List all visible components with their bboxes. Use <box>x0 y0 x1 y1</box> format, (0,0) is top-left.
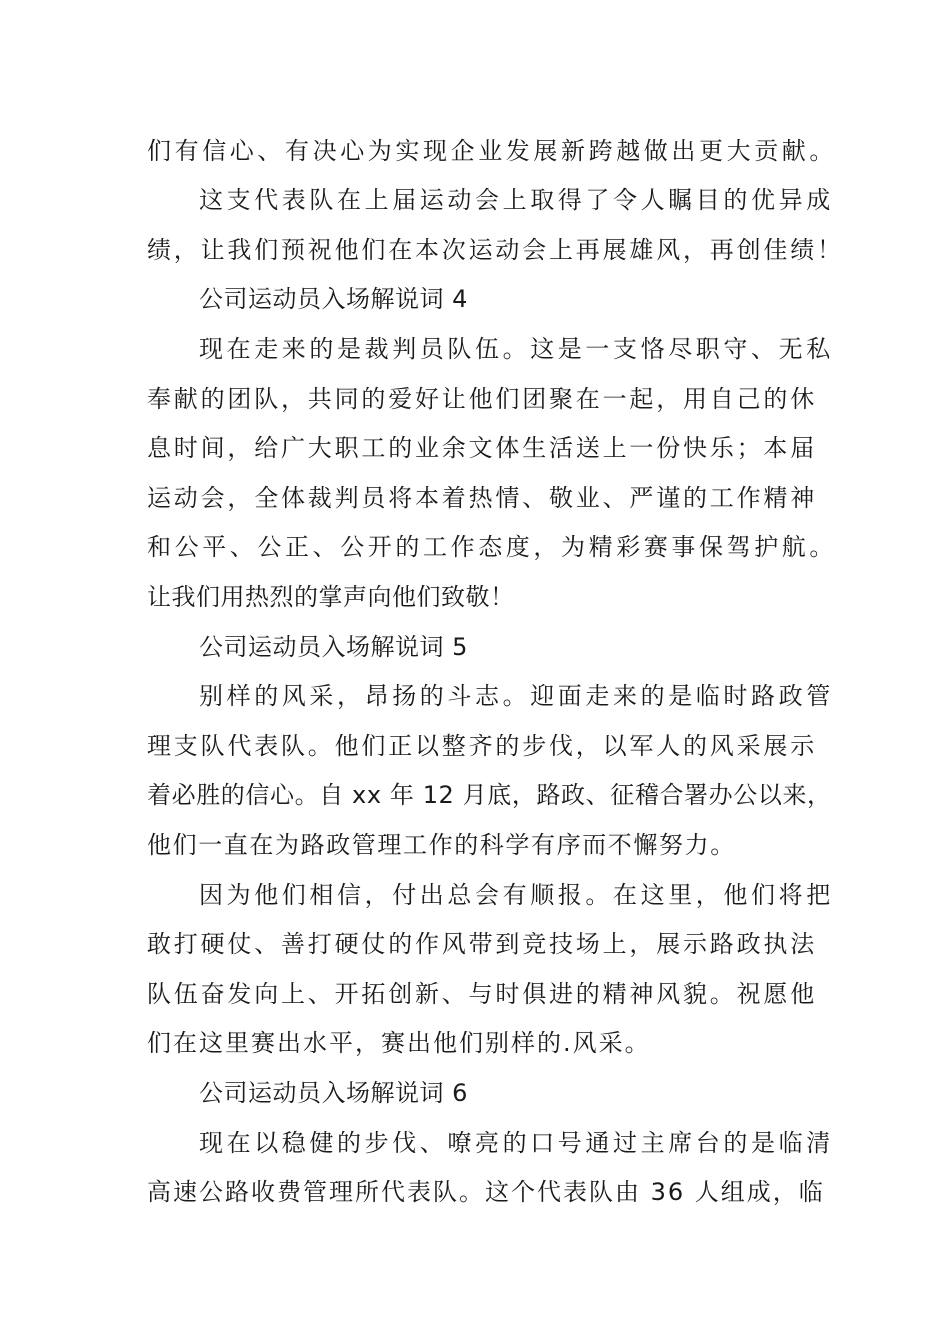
paragraph-line: 因为他们相信，付出总会有顺报。在这里，他们将把 <box>199 881 834 909</box>
paragraph-line: 队伍奋发向上、开拓创新、与时俱进的精神风貌。祝愿他 <box>147 980 817 1008</box>
paragraph-line: 现在走来的是裁判员队伍。这是一支恪尽职守、无私 <box>199 335 834 363</box>
paragraph-line: 们有信心、有决心为实现企业发展新跨越做出更大贡献。 <box>147 137 837 165</box>
paragraph-line: 这支代表队在上届运动会上取得了令人瞩目的优异成 <box>199 186 834 214</box>
paragraph-line: 他们一直在为路政管理工作的科学有序而不懈努力。 <box>147 831 736 859</box>
paragraph-line: 着必胜的信心。自 xx 年 12 月底，路政、征稽合署办公以来， <box>147 781 832 809</box>
section-heading: 公司运动员入场解说词 4 <box>199 285 468 313</box>
paragraph-line: 运动会，全体裁判员将本着热情、敬业、严谨的工作精神 <box>147 484 817 512</box>
paragraph-line: 别样的风采，昂扬的斗志。迎面走来的是临时路政管 <box>199 682 834 710</box>
paragraph-line: 敢打硬仗、善打硬仗的作风带到竞技场上，展示路政执法 <box>147 930 817 958</box>
paragraph-line: 和公平、公正、公开的工作态度，为精彩赛事保驾护航。 <box>147 533 837 561</box>
section-heading: 公司运动员入场解说词 5 <box>199 633 468 661</box>
paragraph-line: 高速公路收费管理所代表队。这个代表队由 36 人组成，临 <box>147 1178 825 1206</box>
section-heading: 公司运动员入场解说词 6 <box>199 1079 468 1107</box>
paragraph-line: 息时间，给广大职工的业余文体生活送上一份快乐；本届 <box>147 434 817 462</box>
paragraph-line: 让我们用热烈的掌声向他们致敬！ <box>147 583 515 611</box>
paragraph-line: 现在以稳健的步伐、嘹亮的口号通过主席台的是临清 <box>199 1129 834 1157</box>
paragraph-line: 绩，让我们预祝他们在本次运动会上再展雄风，再创佳绩！ <box>147 236 844 264</box>
paragraph-line: 奉献的团队，共同的爱好让他们团聚在一起，用自己的休 <box>147 385 817 413</box>
paragraph-line: 们在这里赛出水平，赛出他们别样的.风采。 <box>147 1029 651 1057</box>
paragraph-line: 理支队代表队。他们正以整齐的步伐，以军人的风采展示 <box>147 732 817 760</box>
